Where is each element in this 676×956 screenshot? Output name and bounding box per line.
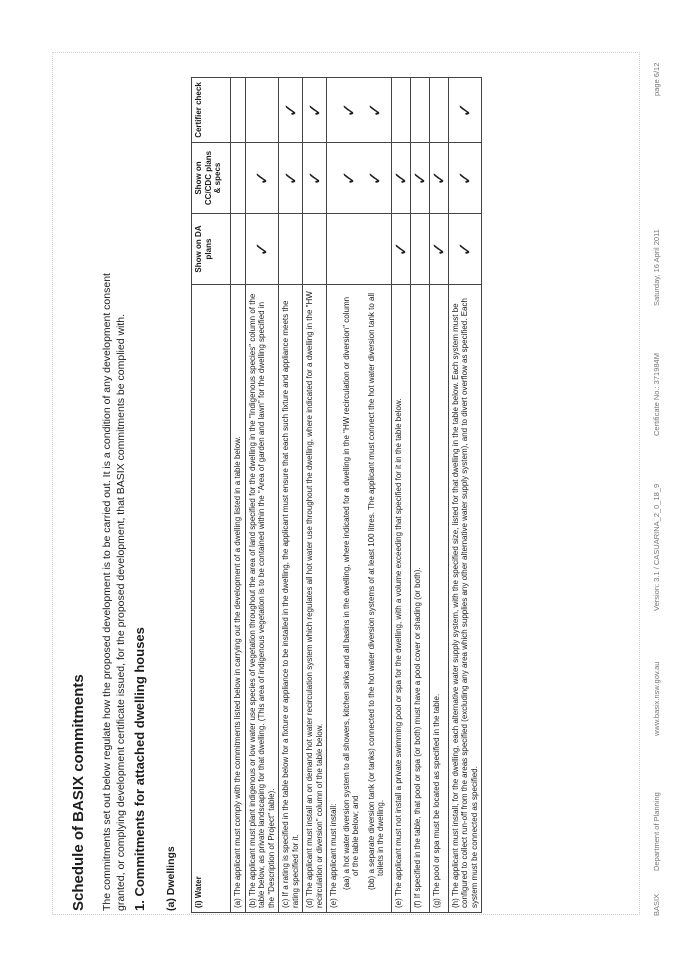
commitment-text: (e) The applicant must not install a private swimming pool or spa for the dwelling, with a volume exceeding that specified for it in the table below. [391,285,410,913]
tick-cc: ✓ [303,143,327,214]
tick-cc-aa: ✓ [338,170,359,186]
tick-da [279,214,303,285]
table-row [327,78,392,913]
tick-certifier: ✓ [279,78,303,143]
commitment-text: (f) If specified in the table, that pool or spa (or both) must have a pool cover or shading (or both). [410,285,429,913]
tick-certifier: ✓ [448,78,482,143]
subsection-heading: (a) Dwellings [165,846,177,911]
commitments-table [191,77,482,913]
commitment-text: (b) The applicant must plant indigenous or low water use species of vegetation throughout the area of land specified for the dwelling in the "Indigenous species" column of the table below, as private landscaping for that dwelling. (This area of indigenous vegetation is to be contained within the "Area of garden and lawn" for the dwelling specified in the "Description of Project" table). [245,285,279,913]
footer-version: Version: 3.1 / CASUARINA_2_0_18_9 [652,483,661,611]
footer-department: Department of Planning [652,792,661,871]
tick-certifier: ✓ [303,78,327,143]
tick-da: ✓ [391,214,410,285]
table-heading-water: (i) Water [192,285,231,913]
tick-certifier [410,78,429,143]
intro-paragraph: The commitments set out below regulate how the proposed development is to be carried out. It is a condition of any development consent granted, or complying development certificate issued, for the proposed development, that BASIX commitments be complied with. [101,273,127,911]
install-intro: (e) The applicant must install: [329,803,338,908]
column-header-cc: Show on CC/CDC plans & specs [192,143,231,214]
tick-da [231,214,246,285]
table-row [448,78,482,913]
commitment-text: (a) The applicant must comply with the commitments listed below in carrying out the development of a dwelling listed in a table below. [231,285,246,913]
tick-cc [231,143,246,214]
footer-basix: BASIX [652,893,661,916]
tick-certifier-pair [327,78,392,143]
tick-da [327,214,392,285]
tick-da [303,214,327,285]
tick-da: ✓ [448,214,482,285]
table-row [245,78,279,913]
commitment-text: (d) The applicant must install an on demand hot water recirculation system which regulates all hot water use throughout the dwelling, where indicated for a dwelling in the "HW recirculation or diversion" column of the table below. [303,285,327,913]
table-row [391,78,410,913]
commitment-text: (g) The pool or spa must be located as specified in the table. [429,285,448,913]
tick-cc: ✓ [245,143,279,214]
footer-page-number: page 6/12 [652,62,661,96]
commitment-text: (c) If a rating is specified in the table below for a fixture or appliance to be installed in the dwelling, the applicant must ensure that each such fixture and appliance meets the rating specified for it. [279,285,303,913]
footer-url: www.basix.nsw.gov.au [652,661,661,736]
table-row [429,78,448,913]
tick-certifier [231,78,246,143]
tick-da: ✓ [429,214,448,285]
table-row [231,78,246,913]
footer-date: Saturday, 16 April 2011 [652,229,661,306]
column-header-certifier: Certifier check [192,78,231,143]
sub-item-aa: (aa) a hot water diversion system to all showers, kitchen sinks and all basins in the dwelling, where indicated for a dwelling in the "HW recirculation or diversion" column of the table below; and [341,296,360,890]
tick-certifier [429,78,448,143]
tick-da: ✓ [245,214,279,285]
table-row [279,78,303,913]
tick-cc: ✓ [429,143,448,214]
tick-cc-bb: ✓ [364,170,385,186]
commitment-text-install [327,285,392,913]
section-heading: 1. Commitments for attached dwelling houses [132,627,147,911]
column-header-da: Show on DA plans [192,214,231,285]
commitment-text: (h) The applicant must install, for the dwelling, each alternative water supply system, with the specified size, listed for that dwelling in the table below. Each system must be configured to collect run-off from the areas specified (excluding any area which supplies any other alternative water supply system), and to divert overflow as specified. Each system must be connected as specified. [448,285,482,913]
sub-item-bb: (bb) a separate diversion tank (or tanks) connected to the hot water diversion systems of at least 100 litres. The applicant must connect the hot water diversion tank to all toilets in the dwelling. [366,292,385,890]
tick-cc: ✓ [448,143,482,214]
table-row [410,78,429,913]
table-header-row [192,78,231,913]
tick-cc: ✓ [410,143,429,214]
tick-cc-pair [327,143,392,214]
tick-cc: ✓ [279,143,303,214]
tick-da [410,214,429,285]
tick-certifier-bb: ✓ [364,102,385,118]
footer-certificate: Certificate No.: 371984M [652,353,661,436]
tick-certifier-aa: ✓ [338,102,359,118]
tick-certifier [391,78,410,143]
table-row [303,78,327,913]
tick-cc: ✓ [391,143,410,214]
tick-certifier [245,78,279,143]
page-title: Schedule of BASIX commitments [70,674,87,911]
